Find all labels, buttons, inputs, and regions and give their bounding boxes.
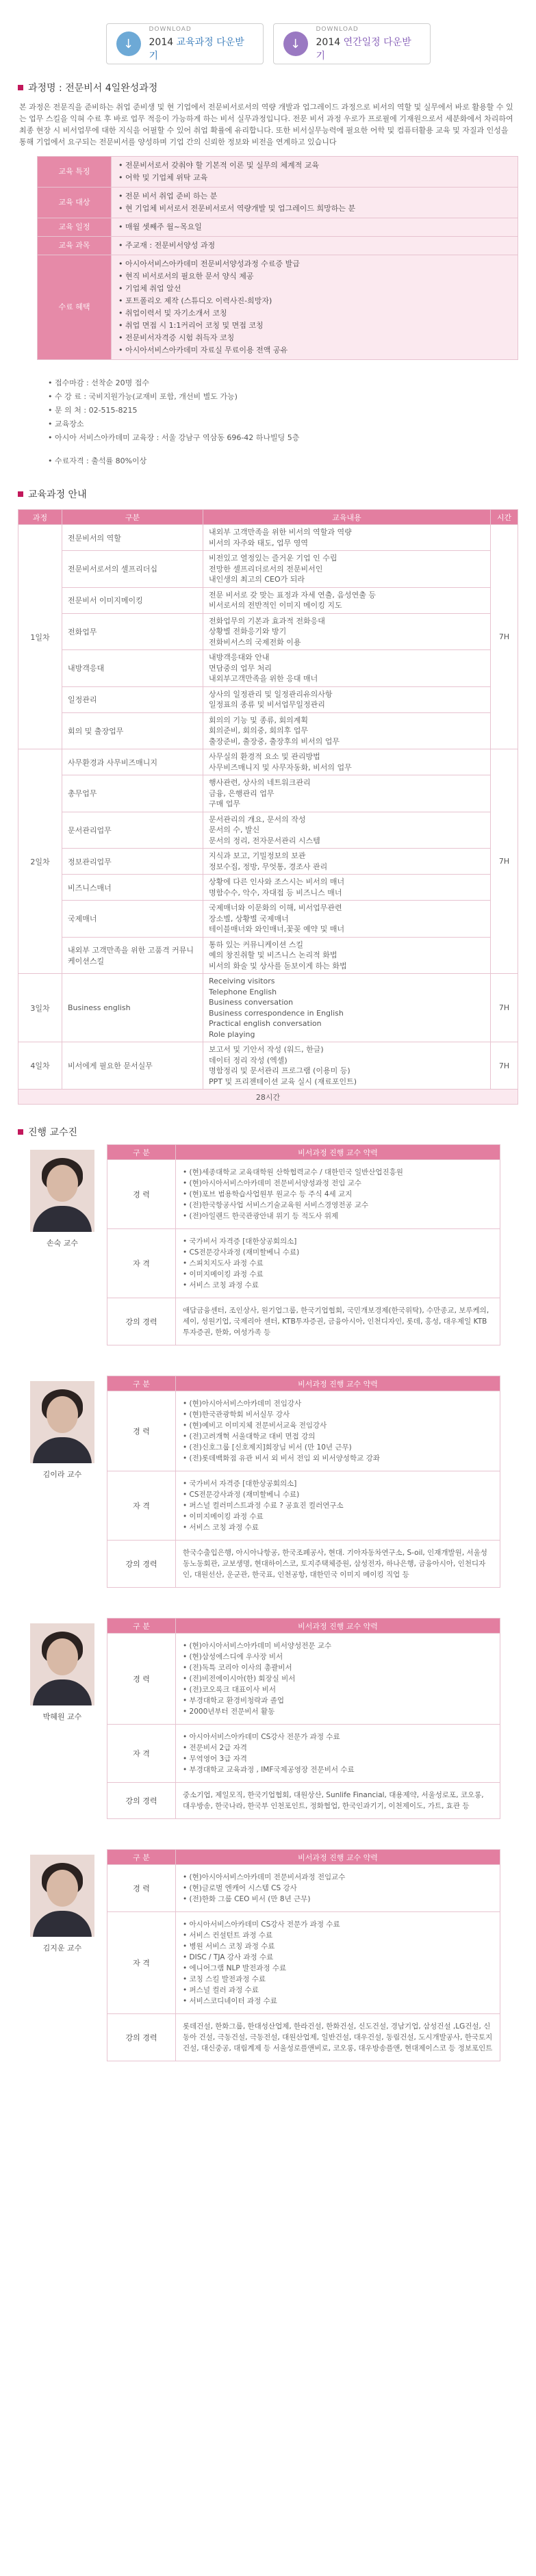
note-item: • 문 의 처 : 02-515-8215 [48,404,536,417]
professor-item: • 서비스 코칭 과정 수료 [183,1280,493,1291]
schedule-detail-line: 정보수집, 정방, 무엇통, 경조사 관리 [209,862,328,871]
professor-photo-block [18,1144,107,1345]
professor-item: • 서비스 컨설턴트 과정 수료 [183,1930,493,1941]
schedule-detail-line: 행사관련, 상사의 네트워크관리 [209,778,311,787]
info-row [38,237,518,255]
schedule-subject: 국제매너 [62,901,203,938]
download-label: 교육과정 다운받기 [149,36,244,62]
professor-item: • CS전문강사과정 (재미할베니 수료) [183,1489,493,1500]
schedule-row [18,712,518,749]
note-item: • 접수마감 : 선착순 20명 접수 [48,376,536,390]
schedule-detail-line: 예의 창진취할 및 비즈니스 논리적 화법 [209,951,337,959]
info-item: • 전문비서로서 갖춰야 할 기본적 이론 및 실무의 체계적 교육 [118,159,511,172]
schedule-detail-line: 문서의 수, 발신 [209,825,260,834]
professor-row-career [107,1391,500,1471]
schedule-header-row [18,510,518,525]
schedule-detail-line: 장소별, 상황별 국제매너 [209,914,289,923]
info-key: 교육 대상 [38,188,112,218]
professor-header-row [107,1850,500,1865]
schedule-header: 시간 [491,510,518,525]
professor-row-career [107,1160,500,1229]
schedule-row [18,587,518,613]
schedule-subject: 비즈니스매너 [62,875,203,901]
schedule-detail-line: 사무실의 환경적 요소 및 관리방법 [209,752,320,761]
schedule-detail-line: PPT 및 프리젠테이션 교육 실시 (재료포인트) [209,1077,357,1086]
schedule-details [203,875,491,901]
professor-card [18,1849,536,2061]
professor-item: • 전문비서 2급 자격 [183,1742,493,1753]
schedule-detail-line: 전망한 셀프리더로서의 전문비서인 [209,564,323,574]
info-items [118,190,511,215]
professor-items [183,1167,493,1222]
professor-key: 강의 경력 [107,2014,176,2061]
photo-body [33,1437,92,1463]
professor-item: • (현)아시아서비스아카데미 전임강사 [183,1398,493,1409]
schedule-subject: 회의 및 출장업무 [62,712,203,749]
professor-row-certs [107,1229,500,1298]
professor-value [176,1471,500,1541]
schedule-row [18,901,518,938]
schedule-total: 28시간 [18,1090,518,1105]
professor-card [18,1376,536,1588]
schedule-detail-line: Practical english conversation [209,1019,322,1028]
professor-value [176,1912,500,2014]
professor-item: • 서비스코디네이터 과정 수료 [183,1996,493,2007]
info-row [38,188,518,218]
schedule-subject: 전문비서의 역할 [62,525,203,551]
info-item: • 기업체 취업 알선 [118,283,511,295]
professor-row-certs [107,1912,500,2014]
schedule-details [203,901,491,938]
professor-item: • (전)한화 그룹 CEO 비서 (만 8년 근무) [183,1894,493,1905]
schedule-hours: 7H [491,525,518,749]
schedule-detail-line: 상사의 일정관리 및 일정관리유의사항 [209,689,333,699]
schedule-details [203,613,491,650]
schedule-detail-line: 전화비서스의 국제전화 이용 [209,637,301,647]
course-intro: 본 과정은 전문직을 준비하는 취업 준비생 및 현 기업에서 전문비서로서의 역량 개발과 업그레이드 과정으로 비서의 역할 및 실무에서 바로 활용할 수 있는 업무 스킬을 익혀 수료 후 바로 업무 적응이 가능하게 하는 비서 실무과정입니다. 전문 비서 과정 우로가 프로필에 기재원으로서 세분화에서 차리하여 최종 현장 시 비서업무에 대한 지식을 어필할 수 있어 취업 확률에 유리합니다. 또한 비서실무능력에 필요한 어학 및 컴퓨터활용 교육 및 자질과 인성을 통해 기업에서 요구되는 전문비서를 양성하며 기업 간의 신뢰한 정보와 비전을 연계하고 있습니다 [19,103,513,146]
professor-name: 박혜원 교수 [42,1712,82,1721]
professor-row-lectures [107,1541,500,1588]
schedule-detail-line: 비전있고 열정있는 즐거운 기업 인 수립 [209,554,337,563]
professor-name: 손숙 교수 [46,1239,78,1248]
schedule-details [203,849,491,875]
schedule-detail-line: Role playing [209,1029,255,1039]
schedule-detail-line: 일정표의 종류 및 비서업무일정관리 [209,700,325,709]
schedule-detail-line: 상황에 다른 인사와 조스시는 비서의 매너 [209,877,345,886]
professor-header: 비서과정 진행 교수 약력 [176,1145,500,1160]
schedule-hours: 7H [491,974,518,1042]
info-key: 수료 혜택 [38,255,112,360]
professor-header: 구 분 [107,1145,176,1160]
schedule-row [18,849,518,875]
professor-item: • CS전문강사과정 (재미할베니 수료) [183,1247,493,1258]
schedule-details [203,937,491,974]
professor-header: 비서과정 진행 교수 약력 [176,1850,500,1865]
info-row [38,157,518,188]
schedule-detail-line: 데이터 정리 작성 (엑셀) [209,1055,288,1065]
schedule-row [18,875,518,901]
professor-item: • 퍼스널 컬러 과정 수료 [183,1985,493,1996]
professor-value [176,1391,500,1471]
professor-item: • 아시아서비스아카데미 CS강사 전문가 과정 수료 [183,1919,493,1930]
schedule-detail-line: 비서의 자주와 태도, 업무 영역 [209,538,308,548]
professor-item: • 병원 서비스 코칭 과정 수료 [183,1941,493,1952]
schedule-detail-line: 국제매너와 이문화의 이해, 비서업무관련 [209,903,342,912]
note-item: • 교육장소 [48,417,536,431]
schedule-details [203,974,491,1042]
professor-item: • (현)세종대학교 교육대학원 산학협력교수 / 대한민국 일반산업진흥원 [183,1167,493,1178]
info-key: 교육 과목 [38,237,112,255]
schedule-detail-line: 문서의 정리, 전자문서관리 시스템 [209,836,320,845]
professor-items [183,1640,493,1717]
schedule-detail-line: 상황별 전화응기와 방기 [209,627,287,636]
schedule-day: 1일차 [18,525,62,749]
professor-item: • (전)신호그룹 [신호제지]회장님 비서 (만 10년 근무) [183,1442,493,1453]
schedule-detail-line: Receiving visitors [209,977,275,986]
professor-header-row [107,1619,500,1634]
professor-row-lectures [107,1298,500,1345]
schedule-details [203,686,491,712]
schedule-detail-line: Telephone English [209,987,277,996]
info-row [38,255,518,360]
download-icon: ↓ [116,31,141,56]
professor-photo [30,1855,94,1937]
schedule-subject: 정보관리업무 [62,849,203,875]
schedule-day: 3일차 [18,974,62,1042]
info-item: • 어학 및 기업체 위탁 교육 [118,172,511,184]
info-item: • 취업 면접 시 1:1커리어 코칭 및 면접 코칭 [118,320,511,332]
professor-value [176,1725,500,1783]
professor-item: • (전)아일랜드 한국관광안내 위기 등 적도사 위제 [183,1211,493,1222]
schedule-row [18,551,518,588]
note-item: • 아시아 서비스아카데미 교육장 : 서울 강남구 역삼동 696-42 하나빌딩 5층 [48,431,536,445]
schedule-row [18,686,518,712]
professor-photo-block [18,1376,107,1588]
info-key: 교육 특징 [38,157,112,188]
schedule-day: 2일차 [18,749,62,974]
schedule-detail-line: 회의의 기능 및 종류, 회의계획 [209,715,308,725]
professor-item: • (전)고려개혁 서울대학교 대비 면접 강의 [183,1431,493,1442]
professor-key: 자 격 [107,1912,176,2014]
schedule-details [203,525,491,551]
professor-card [18,1144,536,1345]
professor-items [183,1919,493,2007]
professor-table [107,1849,500,2061]
info-items [118,159,511,184]
professor-lectures: 한국수출입은행, 아시아나항공, 한국조폐공사, 현대. 기아자동차연구소, S-oil, 인재개발원, 서울성동노동회관, 교보생명, 현대하이스코, 토지주택체증원, 삼성전자, 하나은행, 금융아시아, 인천디자인, 대원선산, 운군관, 한국표, 인천공항, 대한민국 이미지 메이킹 직업 등 [176,1541,500,1588]
professor-value [176,1634,500,1725]
bullet-square-icon [18,1129,23,1135]
professor-key: 자 격 [107,1471,176,1541]
professor-row-certs [107,1471,500,1541]
professor-item: • 퍼스널 컬러미스트과정 수료 ? 공효진 컬러연구소 [183,1500,493,1511]
schedule-subject: 전화업무 [62,613,203,650]
professor-value [176,1160,500,1229]
schedule-subject: 전문비서 이미지메이킹 [62,587,203,613]
info-value [112,255,518,360]
professor-card [18,1618,536,1819]
professor-items [183,1731,493,1775]
schedule-subject: Business english [62,974,203,1042]
schedule-detail-line: 테이블매너와 와인매너,꽃꽂 예약 및 매너 [209,925,345,933]
professor-item: • (전)코오록크 대표이사 비서 [183,1684,493,1695]
professor-value [176,1229,500,1298]
professor-item: • 코칭 스킬 발전과정 수료 [183,1974,493,1985]
schedule-detail-line: 출장준비, 출장중, 출장후의 비서의 업무 [209,736,340,746]
professor-item: • (전)롯데백화점 유관 비서 외 비서 전임 외 비서양성학교 강좌 [183,1453,493,1464]
professor-item: • (현)아시아서비스아카데미 비서양성전문 교수 [183,1640,493,1651]
schedule-subject: 총무업무 [62,775,203,812]
schedule-detail-line: 비서의 화술 및 상사를 돋보이게 하는 화법 [209,961,347,970]
download-schedule-button[interactable] [273,23,431,64]
professor-key: 강의 경력 [107,1298,176,1345]
course-title: 과정명 : 전문비서 4일완성과정 [0,81,536,94]
info-item: • 전문 비서 취업 준비 하는 분 [118,190,511,203]
professor-item: • (현)아시아서비스아카데미 전문비서양성과정 전임 교수 [183,1178,493,1189]
schedule-detail-line: Business conversation [209,998,294,1007]
professor-row-lectures [107,2014,500,2061]
professor-header: 구 분 [107,1850,176,1865]
note-item: • 수 강 료 : 국비지원가능(교재비 포함, 개선비 별도 가능) [48,390,536,404]
schedule-detail-line: 내인생의 최고의 CEO가 되라 [209,575,305,584]
schedule-detail-line: 비서로서의 전반적인 이미지 메이킹 지도 [209,601,342,610]
professor-item: • 이미지메이킹 과정 수료 [183,1269,493,1280]
schedule-subject: 문서관리업무 [62,812,203,849]
professor-photo-block [18,1618,107,1819]
professor-lectures: 애담금융센터, 조인상사, 원기업그룹, 한국기업협회, 국민개보경제(한국위탁), 수만종교, 보루케의, 세이, 성원기업, 국제리아 센터, KTB투자증권, 금융아시아, 인천디자인, 롯데, 홍성, 대우제일 KTB투자증권, 한화, 여성가족 등 [176,1298,500,1345]
schedule-header: 과정 [18,510,62,525]
info-item: • 아시아서비스아카데미 전문비서양성과정 수료증 발급 [118,258,511,270]
schedule-row [18,525,518,551]
info-item: • 현 기업체 비서로서 전문비서로서 역량개발 및 업그레이드 희망하는 분 [118,203,511,215]
professor-header-row [107,1145,500,1160]
professor-header: 구 분 [107,1619,176,1634]
download-year: 2014 [316,36,341,48]
professor-item: • 아시아서비스아카데미 CS강사 전문가 과정 수료 [183,1731,493,1742]
schedule-details [203,650,491,687]
schedule-detail-line: 회의준비, 회의중, 회의후 업무 [209,726,308,735]
professor-items [183,1236,493,1291]
schedule-details [203,587,491,613]
professor-item: • 무역영어 3급 자격 [183,1753,493,1764]
info-item: • 전문비서자격증 시험 취득자 코칭 [118,332,511,344]
download-year: 2014 [149,36,174,48]
professor-table [107,1144,500,1345]
professor-key: 자 격 [107,1725,176,1783]
photo-body [33,1206,92,1232]
professor-photo [30,1381,94,1463]
schedule-details [203,551,491,588]
schedule-header: 교육내용 [203,510,491,525]
photo-face [47,1396,78,1433]
professor-item: • (현)한국관광학회 비서실무 강사 [183,1409,493,1420]
professor-table [107,1618,500,1819]
schedule-detail-line: 문서관리의 개요, 문서의 작성 [209,814,306,824]
professor-table [107,1376,500,1588]
professor-items [183,1872,493,1905]
professor-item: • DISC / TJA 강사 과정 수료 [183,1952,493,1963]
professor-item: • 국가비서 자격증 [대한상공회의소] [183,1236,493,1247]
professor-item: • 이미지메이킹 과정 수료 [183,1511,493,1522]
schedule-row [18,812,518,849]
info-item: • 주교재 : 전문비서양성 과정 [118,240,511,252]
professor-photo [30,1623,94,1705]
schedule-detail-line: 내외부고객만족을 위한 응대 매너 [209,674,318,683]
schedule-detail-line: 보고서 및 기안서 작성 (워드, 한글) [209,1045,324,1054]
schedule-subject: 비서에게 필요한 문서실무 [62,1042,203,1090]
schedule-detail-line: 명함정리 및 문서관리 프로그램 (이용미 등) [209,1066,350,1075]
professor-item: • 2000년부터 전문비서 활동 [183,1706,493,1717]
info-items [118,258,511,357]
professor-item: • 부경대학교 교육과정 , IMF국제공영장 전문비서 수료 [183,1764,493,1775]
info-key: 교육 일정 [38,218,112,237]
download-sub: DOWNLOAD [316,25,359,33]
info-value [112,188,518,218]
professor-key: 자 격 [107,1229,176,1298]
schedule-detail-line: 명함수수, 악수, 자대접 등 비즈니스 매너 [209,888,342,897]
schedule-details [203,749,491,775]
schedule-detail-line: 내외부 고객만족을 위한 비서의 역할과 역량 [209,528,352,537]
professor-item: • 스피치지도사 과정 수료 [183,1258,493,1269]
schedule-detail-line: Business correspondence in English [209,1008,344,1018]
schedule-subject: 내방객응대 [62,650,203,687]
professor-item: • (전)비전에이시아(한) 회장실 비서 [183,1673,493,1684]
photo-face [47,1638,78,1675]
note-item: • 수료자격 : 출석률 80%이상 [48,454,536,468]
professor-header: 비서과정 진행 교수 약력 [176,1376,500,1391]
professors-title: 진행 교수진 [0,1125,536,1139]
course-info-table [37,156,518,360]
download-label: 연간일정 다운받기 [316,36,411,62]
professor-name: 김지운 교수 [42,1944,82,1953]
professor-item: • (현)포브 범용학습사업원부 원교수 등 주식 4세 교지 [183,1189,493,1200]
professor-item: • 에니어그램 NLP 발전과정 수료 [183,1963,493,1974]
schedule-detail-line: 면담중의 업무 처리 [209,663,272,673]
schedule-detail-line: 내방객응대와 안내 [209,653,270,662]
info-item: • 매월 셋째주 월~목요일 [118,221,511,233]
professor-header-row [107,1376,500,1391]
info-value [112,157,518,188]
professor-key: 경 력 [107,1391,176,1471]
professor-item: • (현)삼성에스디에 우사장 비서 [183,1651,493,1662]
info-row [38,218,518,237]
professor-item: • 부경대학교 환경비청락과 졸업 [183,1695,493,1706]
professor-lectures: 중소기업, 제일모직, 한국기업협회, 대원상산, Sunlife Financial, 대용제약, 서울성로포, 코오롱, 대우방송, 한국나라, 한국부 인천포인트, 정화협업, 한국인과기기, 이천제이도, 가트, 효관 등 [176,1783,500,1819]
professor-key: 강의 경력 [107,1783,176,1819]
schedule-row [18,775,518,812]
schedule-row [18,1042,518,1090]
professor-list [0,1144,536,2061]
schedule-hours: 7H [491,749,518,974]
professor-item: • (전)한국항공사업 서비스기술교육원 서비스경영전공 교수 [183,1200,493,1211]
schedule-row [18,937,518,974]
bullet-square-icon [18,85,23,90]
schedule-title: 교육과정 안내 [0,487,536,501]
info-items [118,240,511,252]
schedule-row [18,650,518,687]
professor-items [183,1478,493,1533]
professor-item: • (현)아시아서비스아카데미 전문비서과정 전임교수 [183,1872,493,1883]
photo-body [33,1911,92,1937]
schedule-subject: 내외부 고객만족을 위한 고품격 커뮤니케이션스킬 [62,937,203,974]
professor-row-certs [107,1725,500,1783]
schedule-row [18,749,518,775]
schedule-details [203,812,491,849]
schedule-details [203,712,491,749]
schedule-day: 4일차 [18,1042,62,1090]
professor-lectures: 롯데건설, 한화그룹, 한대성산업제, 한라건설, 한화건설, 신도건설, 경남기업, 삼성건설 ,LG건설, 신동아 건설, 극동건설, 극동전설, 대원산업제, 일반건설, 대우건설, 동림건설, 도시개발공사, 한국토지건설, 대신중공, 대림계제 등 서울성로플앤비로, 코오롱, 대우방송플앤, 현대제이스코 등 정보포인트 [176,2014,500,2061]
professor-items [183,1398,493,1464]
download-row [0,0,536,81]
schedule-header: 구분 [62,510,203,525]
professor-item: • (현)글로벌 엔캐어 시스템 CS 강사 [183,1883,493,1894]
info-item: • 취업이력서 및 자기소개서 코칭 [118,307,511,320]
schedule-detail-line: 통하 있는 커뮤니케이션 스킬 [209,940,304,949]
course-notes [48,376,536,468]
schedule-details [203,775,491,812]
schedule-detail-line: 지식과 보고, 기밀정보의 보관 [209,851,306,860]
photo-body [33,1679,92,1705]
schedule-detail-line: 구매 업무 [209,799,241,808]
professor-item: • 서비스 코칭 과정 수료 [183,1522,493,1533]
info-value [112,237,518,255]
professor-value [176,1865,500,1912]
schedule-total-row [18,1090,518,1105]
professor-name: 김이라 교수 [42,1470,82,1479]
professor-key: 경 력 [107,1160,176,1229]
professor-row-career [107,1634,500,1725]
info-items [118,221,511,233]
schedule-detail-line: 전문 비서로 갖 맞는 표정과 자세 연출, 음성연출 등 [209,590,376,600]
info-item: • 아시아서비스아카데미 자료실 무료이용 전액 공유 [118,344,511,357]
download-sub: DOWNLOAD [149,25,192,33]
professor-key: 경 력 [107,1634,176,1725]
schedule-row [18,613,518,650]
schedule-hours: 7H [491,1042,518,1090]
info-item: • 현직 비서로서의 필요한 문서 양식 제공 [118,270,511,283]
schedule-detail-line: 사무비즈매니지 및 사무자동화, 비서의 업무 [209,762,352,772]
bullet-square-icon [18,491,23,497]
professor-photo-block [18,1849,107,2061]
schedule-details [203,1042,491,1090]
info-value [112,218,518,237]
photo-face [47,1870,78,1907]
professor-row-career [107,1865,500,1912]
professor-item: • 국가비서 자격증 [대한상공회의소] [183,1478,493,1489]
info-item: • 포트폴리오 제작 (스튜디오 이력사진-희망자) [118,295,511,307]
professor-item: • (전)독특 코리아 이사의 총괄비서 [183,1662,493,1673]
professor-header: 비서과정 진행 교수 약력 [176,1619,500,1634]
professor-key: 강의 경력 [107,1541,176,1588]
professor-item: • (현)예비고 이미지체 전문비서교육 전임강사 [183,1420,493,1431]
schedule-subject: 전문비서로서의 셀프리더십 [62,551,203,588]
schedule-table [18,509,518,1105]
schedule-subject: 일정관리 [62,686,203,712]
professor-header: 구 분 [107,1376,176,1391]
professor-photo [30,1150,94,1232]
schedule-detail-line: 금융, 은행관리 업무 [209,788,275,798]
schedule-detail-line: 전화업무의 기본과 효과적 전화응대 [209,616,325,626]
professor-row-lectures [107,1783,500,1819]
schedule-subject: 사무환경과 사무비즈매니지 [62,749,203,775]
schedule-row [18,974,518,1042]
photo-face [47,1165,78,1202]
download-curriculum-button[interactable] [106,23,264,64]
download-icon: ↓ [283,31,308,56]
professor-key: 경 력 [107,1865,176,1912]
